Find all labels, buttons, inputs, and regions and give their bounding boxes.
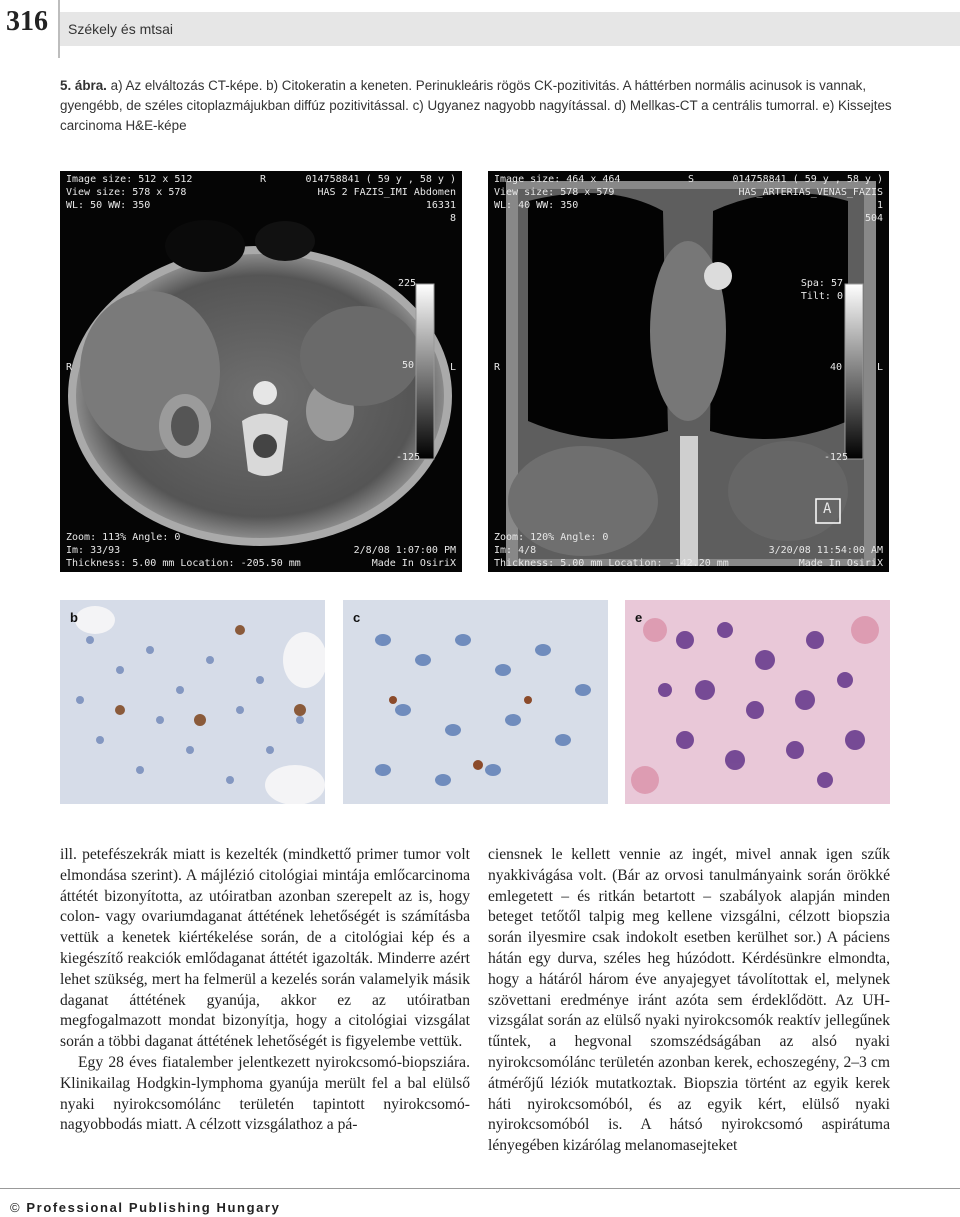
body-column-left <box>60 845 470 1136</box>
paragraph: ill. petefészekrák miatt is kezelték (mindkettő primer tumor volt elmondása szerint). A májlézió citológiai mintája emlőcarcinoma áttétét bizonyította, az utóiratban azonban szerepelt az is, hogy colon- vagy ovariumdaganat áttétének lehetőségét is számításba vettük a kenetek kiértékelése során, de a citológiai kép és a kiegészítő reakciók emlődaganat áttétét igazolták. Minderre azért lehet szükség, mert ha felmerül a kezelés során valamelyik másik daganat áttétének gyanúja, akkor ez az utóiratban megfogalmazott mondat bizonyítja, hogy a citológiai vizsgálat során a többi daganat áttétének lehetőségét is figyelembe vettük. <box>60 846 470 1051</box>
micrograph-c-drawing <box>343 600 608 804</box>
micrograph-e-drawing <box>625 600 890 804</box>
ct-coronal-scale-bottom: -125 <box>824 452 849 463</box>
page-number: 316 <box>6 6 48 37</box>
ct-axial-side-left: R <box>66 362 73 373</box>
ct-axial-side-right: L <box>449 362 456 373</box>
ct-coronal-spacing: Spa: 57 Tilt: 0 <box>800 278 843 302</box>
header-rule <box>58 0 60 58</box>
micrograph-c <box>343 600 608 804</box>
caption-label: 5. ábra. <box>60 78 107 93</box>
ct-axial-image <box>60 171 462 572</box>
ct-axial-scale-mid: 50 <box>402 360 415 371</box>
panel-letter-b: b <box>70 610 78 625</box>
publisher-name: Professional Publishing Hungary <box>26 1200 281 1215</box>
body-column-right <box>488 845 890 1157</box>
micrograph-b <box>60 600 325 804</box>
ct-axial-info-bottom-left: Zoom: 113% Angle: 0 Im: 33/93 Thickness: 5.00 mm Location: -205.50 mm <box>66 532 301 569</box>
panel-letter-c: c <box>353 610 361 625</box>
ct-coronal-side-left: R <box>494 362 501 373</box>
copyright-icon: © <box>10 1200 22 1215</box>
ct-axial-info-bottom-right: 2/8/08 1:07:00 PM Made In OsiriX <box>353 545 456 569</box>
ct-coronal-info-bottom-left: Zoom: 120% Angle: 0 Im: 4/8 Thickness: 5.00 mm Location: -142.20 mm <box>494 532 729 569</box>
ct-coronal-info-bottom-right: 3/20/08 11:54:00 AM Made In OsiriX <box>768 545 883 569</box>
panel-letter-e: e <box>635 610 643 625</box>
ct-coronal-info-top-right: 014758841 ( 59 y , 58 y ) HAS_ARTERIAS_VENAS_FAZIS 1 504 <box>732 174 883 224</box>
header-bar <box>60 12 960 46</box>
micrograph-e <box>625 600 890 804</box>
running-head: Székely és mtsai <box>68 21 174 37</box>
ct-coronal-info-top-left: Image size: 464 x 464 View size: 578 x 579 WL: 40 WW: 350 <box>494 174 621 211</box>
ct-coronal-scale-mid: 40 <box>830 362 843 373</box>
paragraph: ciensnek le kellett vennie az ingét, mivel annak igen szűk nyakkivágása volt. (Bár az orvosi tanulmányaink során örökké emlegetett – és ritkán betartott – szabályok alapján minden beteget tetőtől talpig meg kellene vizsgálni, célzott biopszia során ilyesmire csak indokolt esetben kerülhet sor.) A páciens hátán egy durva, széles heg húzódott. Kérdésünkre elmondta, hogy a hátáról három éve anyajegyet távolítottak el, melynek szövettani eredménye iránt azóta sem érdeklődött. Az UH-vizsgálat során az elülső nyaki nyirokcsomók reaktív jellegűnek tűntek, a hegvonal szomszédságában az alsó nyaki nyirokcsomólánc területén azonban kerek, echoszegény, 2–3 cm átmérőjű léziók mutatkoztak. Biopszia történt az egyik kerek háti nyirokcsomóból, és az egyik kért, elülső nyaki nyirokcsomóból is. A hátsó nyirokcsomó aspirátuma lényegében kizárólag melanomasejteket <box>488 846 890 1155</box>
ct-axial-scale-bottom: -125 <box>396 452 421 463</box>
ct-coronal-side-right: L <box>876 362 883 373</box>
ct-axial-orientation-top: R <box>260 174 267 185</box>
ct-axial-info-top-left: Image size: 512 x 512 View size: 578 x 578 WL: 50 WW: 350 <box>66 174 193 211</box>
paragraph: Egy 28 éves fiatalember jelentkezett nyirokcsomó-biopsziára. Klinikailag Hodgkin-lymphoma gyanúja merült fel a bal elülső nyaki nyirokcsomólánc területén tapintott nyirokcsomó-nagyobbodás miatt. A célzott vizsgálathoz a pá- <box>60 1053 470 1134</box>
ct-axial-scale-top: 225 <box>398 278 417 289</box>
figure-caption <box>60 76 896 136</box>
ct-axial-info-top-right: 014758841 ( 59 y , 58 y ) HAS 2 FAZIS_IMI Abdomen 16331 8 <box>305 174 456 224</box>
ct-coronal-marker: A <box>823 501 832 517</box>
footer-rule <box>0 1188 960 1189</box>
page-header <box>0 0 960 48</box>
page-footer <box>10 1200 280 1215</box>
caption-text: a) Az elváltozás CT-képe. b) Citokeratin a keneten. Perinukleáris rögös CK-pozitivitás. A háttérben normális acinusok is vannak, gyengébb, de széles citoplazmájukban diffúz pozitivitással. c) Ugyanez nagyobb nagyítással. d) Mellkas-CT a centrális tumorral. e) Kissejtes carcinoma H&E-képe <box>60 78 892 133</box>
ct-coronal-image <box>488 171 889 572</box>
ct-coronal-orientation-top: S <box>688 174 695 185</box>
micrograph-b-drawing <box>60 600 325 804</box>
